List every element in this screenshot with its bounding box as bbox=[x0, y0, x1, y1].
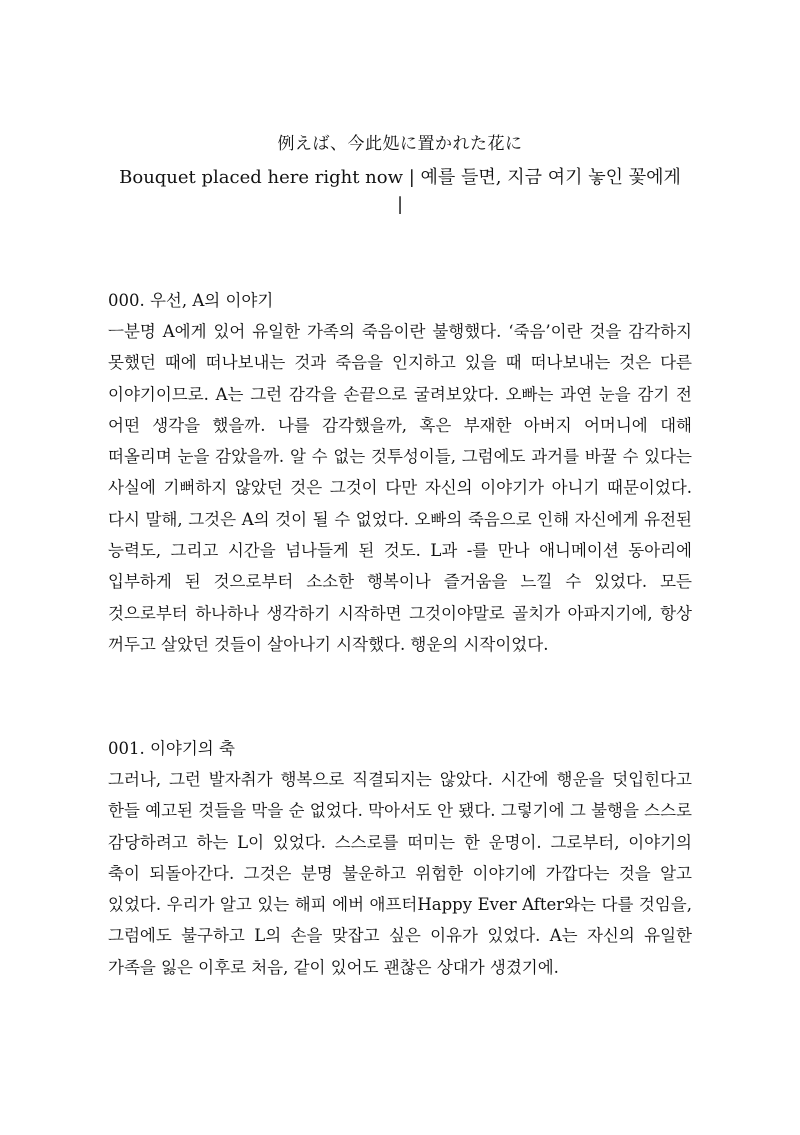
section-body: 그러나, 그런 발자취가 행복으로 직결되지는 않았다. 시간에 행운을 덧입힌다고 한들 예고된 것들을 막을 순 없었다. 막아서도 안 됐다. 그렇기에 그 불행을 스스로 감당하려고 하는 L이 있었다. 스스로를 떠미는 한 운명이. 그로부터, 이야기의 축이 되돌아간다. 그것은 분명 불운하고 위험한 이야기에 가깝다는 것을 알고 있었다. 우리가 알고 있는 해피 에버 애프터Happy Ever After와는 다를 것임을, 그럼에도 불구하고 L의 손을 맞잡고 싶은 이유가 있었다. A는 자신의 유일한 가족을 잃은 이후로 처음, 같이 있어도 괜찮은 상대가 생겼기에. bbox=[108, 770, 692, 977]
section-a-story bbox=[108, 285, 692, 660]
title-separator: | bbox=[396, 194, 404, 215]
section-story-axis bbox=[108, 733, 692, 983]
title-japanese: 例えば、今此処に置かれた花に bbox=[277, 134, 523, 154]
title-subtitle: Bouquet placed here right now | 예를 들면, 지금 여기 놓인 꽃에게 bbox=[119, 167, 681, 188]
title-block bbox=[100, 130, 700, 216]
section-heading: 001. 이야기의 축 bbox=[108, 739, 235, 758]
section-body: ㅡ분명 A에게 있어 유일한 가족의 죽음이란 불행했다. ‘죽음’이란 것을 감각하지 못했던 때에 떠나보내는 것과 죽음을 인지하고 있을 때 떠나보내는 것은 다른 이야기이므로. A는 그런 감각을 손끝으로 굴려보았다. 오빠는 과연 눈을 감기 전 어떤 생각을 했을까. 나를 감각했을까, 혹은 부재한 아버지 어머니에 대해 떠올리며 눈을 감았을까. 알 수 없는 것투성이들, 그럼에도 과거를 바꿀 수 있다는 사실에 기뻐하지 않았던 것은 그것이 다만 자신의 이야기가 아니기 때문이었다. 다시 말해, 그것은 A의 것이 될 수 없었다. 오빠의 죽음으로 인해 자신에게 유전된 능력도, 그리고 시간을 넘나들게 된 것도. L과 -를 만나 애니메이션 동아리에 입부하게 된 것으로부터 소소한 행복이나 즐거움을 느낄 수 있었다. 모든 것으로부터 하나하나 생각하기 시작하면 그것이야말로 골치가 아파지기에, 항상 꺼두고 살았던 것들이 살아나기 시작했다. 행운의 시작이었다. bbox=[108, 322, 692, 654]
section-heading: 000. 우선, A의 이야기 bbox=[108, 291, 274, 310]
